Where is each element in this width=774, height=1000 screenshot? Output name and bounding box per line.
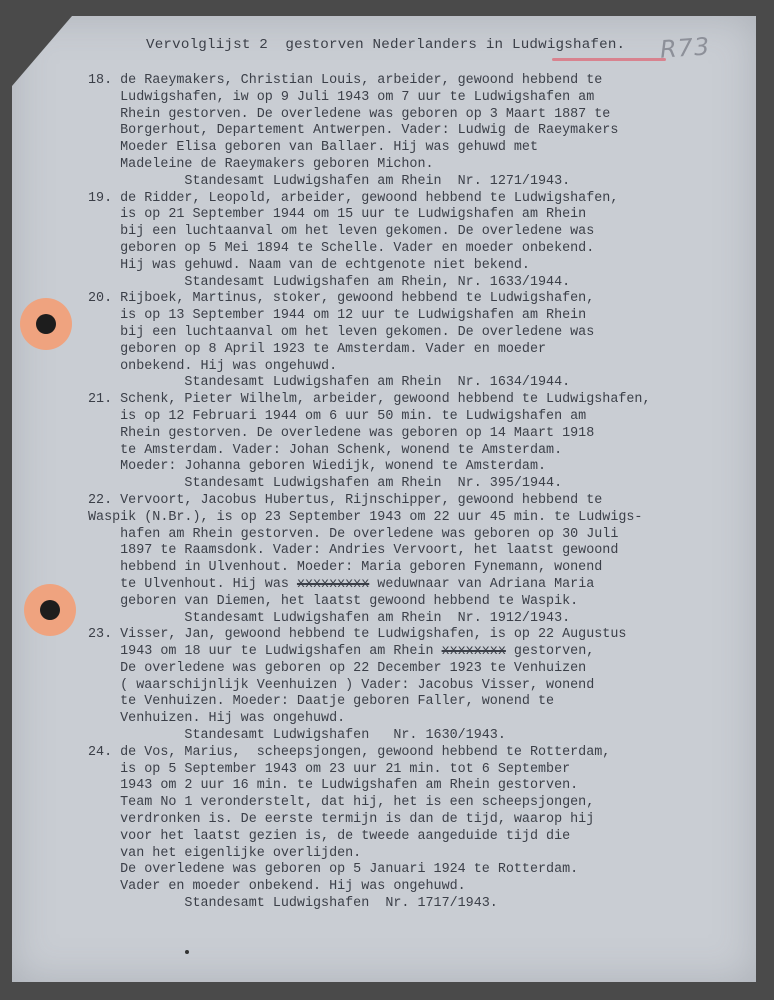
document-line xyxy=(88,694,748,711)
ink-speck xyxy=(185,950,189,954)
document-line xyxy=(88,191,748,208)
line-text: Ludwigshafen, iw op 9 Juli 1943 om 7 uur te Ludwigshafen am xyxy=(88,89,595,105)
line-text: te Venhuizen. Moeder: Daatje geboren Faller, wonend te xyxy=(88,694,555,710)
line-text: is op 13 September 1944 om 12 uur te Ludwigshafen am Rhein xyxy=(88,308,587,324)
document-line xyxy=(88,123,748,140)
document-line xyxy=(88,476,748,493)
document-line xyxy=(88,678,748,695)
document-line xyxy=(88,711,748,728)
document-line xyxy=(88,829,748,846)
document-line xyxy=(88,644,748,661)
document-line xyxy=(88,728,748,745)
line-text: 22. Vervoort, Jacobus Hubertus, Rijnschipper, gewoond hebbend te xyxy=(88,492,603,508)
document-line xyxy=(88,459,748,476)
document-line xyxy=(88,224,748,241)
line-text: Vader en moeder onbekend. Hij was ongehuwd. xyxy=(88,879,466,895)
line-text: onbekend. Hij was ongehuwd. xyxy=(88,358,338,374)
document-line xyxy=(88,611,748,628)
line-text: De overledene was geboren op 5 Januari 1924 te Rotterdam. xyxy=(88,862,579,878)
line-text: Standesamt Ludwigshafen Nr. 1630/1943. xyxy=(88,728,506,744)
line-text: is op 21 September 1944 om 15 uur te Ludwigshafen am Rhein xyxy=(88,207,587,223)
line-text: geboren op 5 Mei 1894 te Schelle. Vader en moeder onbekend. xyxy=(88,240,595,256)
document-line xyxy=(88,375,748,392)
line-text: 24. de Vos, Marius, scheepsjongen, gewoond hebbend te Rotterdam, xyxy=(88,744,611,760)
document-title: Vervolglijst 2 gestorven Nederlanders in Ludwigshafen. xyxy=(146,37,626,53)
document-line xyxy=(88,778,748,795)
document-line xyxy=(88,140,748,157)
line-text: verdronken is. De eerste termijn is dan de tijd, waarop hij xyxy=(88,812,595,828)
line-text-continued: weduwnaar van Adriana Maria xyxy=(369,576,595,592)
line-text: Madeleine de Raeymakers geboren Michon. xyxy=(88,156,434,172)
document-line xyxy=(88,443,748,460)
line-text: Team No 1 veronderstelt, dat hij, het is een scheepsjongen, xyxy=(88,795,595,811)
line-text: Waspik (N.Br.), is op 23 September 1943 om 22 uur 45 min. te Ludwigs- xyxy=(88,509,643,525)
line-text: te Ulvenhout. Hij was xyxy=(88,576,297,592)
document-line xyxy=(88,846,748,863)
line-text: 1943 om 18 uur te Ludwigshafen am Rhein xyxy=(88,644,442,660)
line-text: 21. Schenk, Pieter Wilhelm, arbeider, gewoond hebbend te Ludwigshafen, xyxy=(88,392,651,408)
document-line xyxy=(88,409,748,426)
document-line xyxy=(88,510,748,527)
document-line xyxy=(88,627,748,644)
document-line xyxy=(88,258,748,275)
archive-reference-handwritten: R73 xyxy=(659,32,712,64)
line-text: Hij was gehuwd. Naam van de echtgenote niet bekend. xyxy=(88,257,530,273)
document-line xyxy=(88,325,748,342)
line-text: Standesamt Ludwigshafen am Rhein Nr. 1912/1943. xyxy=(88,610,571,626)
punch-hole-upper xyxy=(20,298,72,350)
struck-out-text: xxxxxxxxx xyxy=(296,576,370,592)
document-line xyxy=(88,90,748,107)
line-text: is op 5 September 1943 om 23 uur 21 min. tot 6 September xyxy=(88,761,571,777)
document-line xyxy=(88,291,748,308)
line-text: Standesamt Ludwigshafen am Rhein Nr. 1634/1944. xyxy=(88,375,571,391)
line-text: geboren van Diemen, het laatst gewoond hebbend te Waspik. xyxy=(88,593,579,609)
document-line xyxy=(88,308,748,325)
line-text: Borgerhout, Departement Antwerpen. Vader: Ludwig de Raeymakers xyxy=(88,123,619,139)
line-text: te Amsterdam. Vader: Johan Schenk, wonend te Amsterdam. xyxy=(88,442,563,458)
line-text: bij een luchtaanval om het leven gekomen. De overledene was xyxy=(88,224,595,240)
document-line xyxy=(88,275,748,292)
line-text: Rhein gestorven. De overledene was geboren op 14 Maart 1918 xyxy=(88,425,595,441)
document-line xyxy=(88,73,748,90)
line-text: 23. Visser, Jan, gewoond hebbend te Ludwigshafen, is op 22 Augustus xyxy=(88,627,627,643)
document-body xyxy=(88,73,748,913)
line-text: 19. de Ridder, Leopold, arbeider, gewoond hebbend te Ludwigshafen, xyxy=(88,190,619,206)
line-text: Standesamt Ludwigshafen am Rhein Nr. 1271/1943. xyxy=(88,173,571,189)
document-line xyxy=(88,241,748,258)
document-line xyxy=(88,862,748,879)
line-text: ( waarschijnlijk Veenhuizen ) Vader: Jacobus Visser, wonend xyxy=(88,677,595,693)
line-text: 1897 te Raamsdonk. Vader: Andries Vervoort, het laatst gewoond xyxy=(88,543,619,559)
line-text: Moeder Elisa geboren van Ballaer. Hij was gehuwd met xyxy=(88,140,538,156)
line-text: 1943 om 2 uur 16 min. te Ludwigshafen am Rhein gestorven. xyxy=(88,778,579,794)
line-text: bij een luchtaanval om het leven gekomen. De overledene was xyxy=(88,324,595,340)
document-line xyxy=(88,174,748,191)
document-line xyxy=(88,795,748,812)
line-text: De overledene was geboren op 22 December 1923 te Venhuizen xyxy=(88,660,587,676)
red-pencil-underline xyxy=(552,58,666,61)
document-line xyxy=(88,879,748,896)
struck-out-text: xxxxxxxx xyxy=(441,644,506,660)
document-line xyxy=(88,661,748,678)
line-text: hebbend in Ulvenhout. Moeder: Maria geboren Fynemann, wonend xyxy=(88,560,603,576)
punch-hole-lower xyxy=(24,584,76,636)
line-text: 18. de Raeymakers, Christian Louis, arbeider, gewoond hebbend te xyxy=(88,73,603,88)
line-text: Moeder: Johanna geboren Wiedijk, wonend te Amsterdam. xyxy=(88,459,547,475)
line-text: Venhuizen. Hij was ongehuwd. xyxy=(88,711,346,727)
document-line xyxy=(88,342,748,359)
document-line xyxy=(88,359,748,376)
document-line xyxy=(88,493,748,510)
line-text: is op 12 Februari 1944 om 6 uur 50 min. te Ludwigshafen am xyxy=(88,408,587,424)
line-text: van het eigenlijke overlijden. xyxy=(88,845,362,861)
line-text-continued: gestorven, xyxy=(505,644,595,660)
torn-corner xyxy=(12,16,72,86)
document-line xyxy=(88,527,748,544)
document-line xyxy=(88,426,748,443)
document-line xyxy=(88,392,748,409)
document-line xyxy=(88,577,748,594)
document-line xyxy=(88,896,748,913)
line-text: voor het laatst gezien is, de tweede aangeduide tijd die xyxy=(88,828,571,844)
document-line xyxy=(88,762,748,779)
document-line xyxy=(88,560,748,577)
line-text: Standesamt Ludwigshafen Nr. 1717/1943. xyxy=(88,896,498,912)
document-line xyxy=(88,812,748,829)
document-line xyxy=(88,543,748,560)
line-text: hafen am Rhein gestorven. De overledene was geboren op 30 Juli xyxy=(88,526,619,542)
document-line xyxy=(88,107,748,124)
document-sheet xyxy=(12,16,756,982)
document-line xyxy=(88,594,748,611)
line-text: geboren op 8 April 1923 te Amsterdam. Vader en moeder xyxy=(88,341,547,357)
line-text: Rhein gestorven. De overledene was geboren op 3 Maart 1887 te xyxy=(88,106,611,122)
line-text: Standesamt Ludwigshafen am Rhein, Nr. 1633/1944. xyxy=(88,274,571,290)
line-text: Standesamt Ludwigshafen am Rhein Nr. 395/1944. xyxy=(88,476,563,492)
line-text: 20. Rijboek, Martinus, stoker, gewoond hebbend te Ludwigshafen, xyxy=(88,291,595,307)
document-line xyxy=(88,207,748,224)
document-line xyxy=(88,745,748,762)
document-line xyxy=(88,157,748,174)
